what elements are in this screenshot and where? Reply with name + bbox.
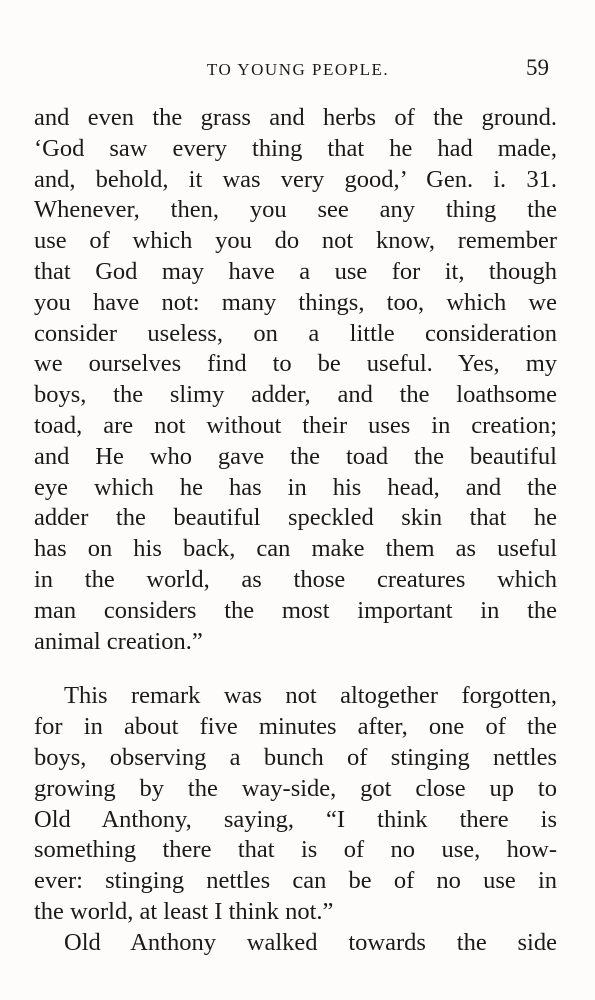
text-line: and, behold, it was very good,’ Gen. i. 31. bbox=[34, 165, 557, 193]
text-line: Old Anthony walked towards the side bbox=[64, 928, 557, 956]
text-line: boys, the slimy adder, and the loathsome bbox=[34, 381, 557, 409]
text-line: and He who gave the toad the beautiful bbox=[34, 442, 557, 470]
paragraph-2 bbox=[34, 681, 557, 927]
text-line: use of which you do not know, remember bbox=[34, 227, 557, 255]
text-line: animal creation.” bbox=[34, 627, 203, 655]
text-line: you have not: many things, too, which we bbox=[34, 288, 557, 316]
text-line: growing by the way-side, got close up to bbox=[34, 774, 557, 802]
page-number: 59 bbox=[526, 55, 549, 80]
paragraph-gap bbox=[34, 657, 557, 681]
text-line: adder the beautiful speckled skin that he bbox=[34, 504, 557, 532]
text-line: we ourselves find to be useful. Yes, my bbox=[34, 350, 557, 378]
text-line: and even the grass and herbs of the ground. bbox=[34, 104, 557, 131]
text-line: ever: stinging nettles can be of no use in bbox=[34, 867, 557, 895]
text-line: the world, at least I think not.” bbox=[34, 897, 334, 925]
text-line: consider useless, on a little consideration bbox=[34, 319, 557, 347]
running-header bbox=[34, 55, 557, 81]
paragraph-1 bbox=[34, 103, 557, 657]
text-line: Whenever, then, you see any thing the bbox=[34, 196, 557, 224]
text-line: toad, are not without their uses in creation; bbox=[34, 411, 557, 439]
running-title: TO YOUNG PEOPLE. bbox=[206, 60, 390, 79]
text-line: has on his back, can make them as useful bbox=[34, 535, 557, 563]
text-line: Old Anthony, saying, “I think there is bbox=[34, 805, 557, 833]
text-line: for in about five minutes after, one of the bbox=[34, 713, 557, 741]
paragraph-3 bbox=[34, 928, 557, 959]
text-line: that God may have a use for it, though bbox=[34, 257, 557, 285]
text-line: ‘God saw every thing that he had made, bbox=[34, 134, 557, 162]
text-line: something there that is of no use, how- bbox=[34, 836, 557, 864]
text-line: boys, observing a bunch of stinging nettles bbox=[34, 743, 557, 771]
text-line: eye which he has in his head, and the bbox=[34, 473, 557, 501]
text-line: man considers the most important in the bbox=[34, 596, 557, 624]
text-line: This remark was not altogether forgotten, bbox=[64, 682, 557, 710]
body-text bbox=[34, 103, 557, 959]
text-line: in the world, as those creatures which bbox=[34, 565, 557, 593]
